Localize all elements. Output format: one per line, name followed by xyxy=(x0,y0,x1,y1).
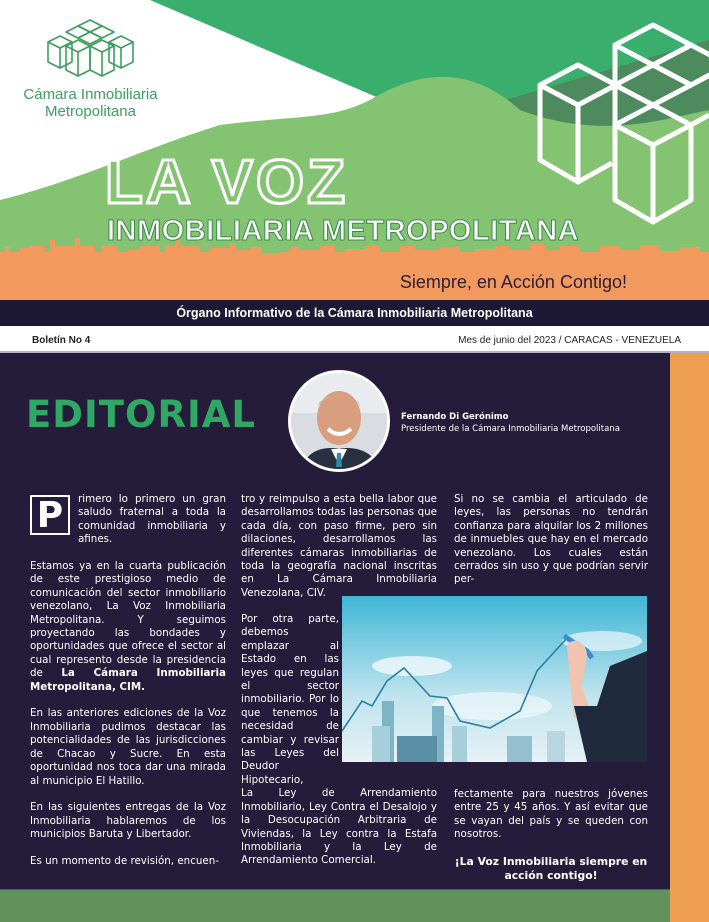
side-accent-bar xyxy=(670,353,709,922)
closing-slogan: ¡La Voz Inmobiliaria siempre en acción contigo! xyxy=(454,854,648,882)
date-location: Mes de junio del 2023 / CARACAS - VENEZUELA xyxy=(458,335,681,346)
logo-line-2: Metropolitana xyxy=(45,103,136,120)
drop-cap: P xyxy=(30,495,70,535)
author-portrait xyxy=(291,373,390,472)
author-avatar xyxy=(288,370,390,472)
author-name: Fernando Di Gerónimo xyxy=(401,412,509,422)
organ-bar: Órgano Informativo de la Cámara Inmobiliaria Metropolitana xyxy=(0,300,709,326)
masthead-subtitle: INMOBILIARIA METROPOLITANA xyxy=(107,215,580,247)
editorial-heading: EDITORIAL xyxy=(26,393,256,436)
paragraph xyxy=(30,560,226,694)
paragraph: Es un momento de revisión, encuen- xyxy=(30,854,219,867)
editorial-section xyxy=(0,353,670,889)
paragraph-text: rimero lo primero un gran saludo fraternal a toda la comunidad inmobiliaria y afines. xyxy=(78,493,226,546)
logo-text xyxy=(18,86,163,120)
paragraph: fectamente para nuestros jóvenes entre 25 y 45 años. Y así evitar que se vayan del país y se queden con nosotros. xyxy=(454,787,648,841)
building-cubes-icon xyxy=(43,18,138,78)
bulletin-number: Boletín No 4 xyxy=(32,335,91,346)
paragraph: Si no se cambia el articulado de leyes, las personas no tendrán confianza para alquilar los 2 millones de inmuebles que hay en el mercado venezolano. Los cuales están cerrados sin uso y que podrían servir per- xyxy=(454,493,648,586)
growth-photo-illustration xyxy=(342,596,647,762)
author-role: Presidente de la Cámara Inmobiliaria Metropolitana xyxy=(401,424,620,434)
paragraph xyxy=(241,493,437,600)
paragraph xyxy=(30,493,226,547)
info-bar xyxy=(0,326,709,353)
logo xyxy=(18,18,163,120)
paragraph: En las siguientes entregas de la Voz Inmobiliaria hablaremos de los municipios Baruta y Libertador. xyxy=(30,801,226,841)
paragraph-text: Estamos ya en la cuarta publicación de este prestigioso medio de comunicación del sector inmobiliario venezolano, La Voz Inmobiliaria Metropolitana. Y seguimos proyectando las bondades y oportunidades que ofrece el sector al cual represento desde la presidencia de xyxy=(30,560,226,680)
paragraph: La Ley de Arrendamiento Inmobiliario, Ley Contra el Desalojo y la Desocupación Arbitraria de Viviendas, la Ley contra la Estafa Inmobiliaria y la Ley de Arrendamiento Comercial. xyxy=(241,787,437,867)
paragraph: Por otra parte, debemos emplazar al Estado en las leyes que regulan el sector inmobiliario. Por lo que tenemos la necesidad de cambiar y revisar las Leyes del Deudor Hipotecario, xyxy=(241,613,339,786)
paragraph: En las anteriores ediciones de la Voz Inmobiliaria pudimos destacar las potencialidades de las jurisdicciones de Chacao y Sucre. En esta oportunidad nos toca dar una mirada al municipio El Hatillo. xyxy=(30,707,226,787)
paragraph-text: tro y reimpulso a esta bella labor que desarrollamos todas las personas que cada día, con paso firme, pero sin dilaciones, desarrollamos las diferentes cámaras inmobiliarias de toda la geografía nacional inscritas en La Cámara Inmobiliaria Venezolana, CIV. xyxy=(241,493,437,599)
growth-chart-photo xyxy=(342,596,647,762)
paragraph-bold: La Cámara Inmobiliaria Metropolitana, CIM. xyxy=(30,667,226,693)
masthead xyxy=(0,0,709,300)
column-1 xyxy=(30,493,226,882)
masthead-title: LA VOZ xyxy=(105,148,349,217)
logo-line-1: Cámara Inmobiliaria xyxy=(23,86,158,103)
masthead-tagline: Siempre, en Acción Contigo! xyxy=(399,272,627,292)
footer-bar xyxy=(0,889,670,922)
